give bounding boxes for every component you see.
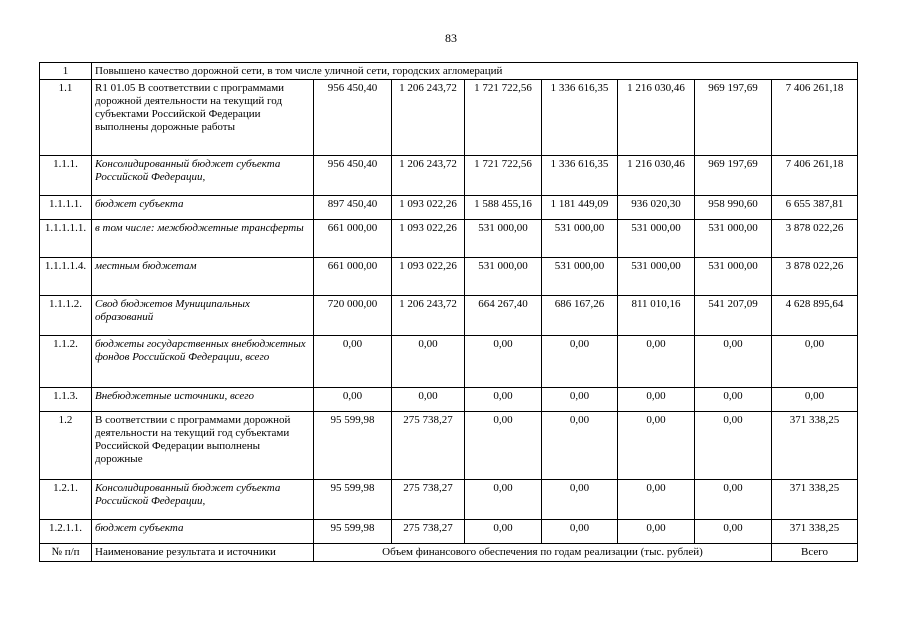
year-value-cell: 1 093 022,26 <box>392 220 465 258</box>
year-value-cell: 541 207,09 <box>695 296 772 336</box>
year-value-cell: 531 000,00 <box>542 258 618 296</box>
total-cell: 4 628 895,64 <box>772 296 858 336</box>
row-number: 1.1.1.1. <box>40 196 92 220</box>
column-header-years: Объем финансового обеспечения по годам реализации (тыс. рублей) <box>314 544 772 562</box>
year-value-cell: 0,00 <box>618 520 695 544</box>
row-name: местным бюджетам <box>92 258 314 296</box>
total-cell: 7 406 261,18 <box>772 80 858 156</box>
year-value-cell: 0,00 <box>465 480 542 520</box>
table-row <box>40 336 858 388</box>
column-legend-row <box>40 544 858 562</box>
total-cell: 371 338,25 <box>772 480 858 520</box>
total-cell: 0,00 <box>772 388 858 412</box>
year-value-cell: 0,00 <box>695 412 772 480</box>
year-value-cell: 811 010,16 <box>618 296 695 336</box>
table-row <box>40 480 858 520</box>
year-value-cell: 531 000,00 <box>618 258 695 296</box>
year-value-cell: 0,00 <box>695 480 772 520</box>
year-value-cell: 1 588 455,16 <box>465 196 542 220</box>
row-number: 1.1.1. <box>40 156 92 196</box>
financing-table <box>39 62 858 562</box>
year-value-cell: 956 450,40 <box>314 156 392 196</box>
year-value-cell: 897 450,40 <box>314 196 392 220</box>
year-value-cell: 0,00 <box>695 520 772 544</box>
table-row <box>40 156 858 196</box>
year-value-cell: 1 216 030,46 <box>618 80 695 156</box>
year-value-cell: 0,00 <box>695 336 772 388</box>
year-value-cell: 1 721 722,56 <box>465 80 542 156</box>
page-number: 83 <box>445 31 457 45</box>
year-value-cell: 0,00 <box>465 336 542 388</box>
row-name: бюджеты государственных внебюджетных фондов Российской Федерации, всего <box>92 336 314 388</box>
table-row <box>40 388 858 412</box>
year-value-cell: 275 738,27 <box>392 412 465 480</box>
row-number: 1.2.1. <box>40 480 92 520</box>
year-value-cell: 0,00 <box>465 388 542 412</box>
year-value-cell: 0,00 <box>542 388 618 412</box>
year-value-cell: 1 206 243,72 <box>392 80 465 156</box>
year-value-cell: 0,00 <box>542 336 618 388</box>
year-value-cell: 0,00 <box>392 336 465 388</box>
year-value-cell: 0,00 <box>542 480 618 520</box>
year-value-cell: 969 197,69 <box>695 80 772 156</box>
year-value-cell: 531 000,00 <box>465 220 542 258</box>
row-name: R1 01.05 В соответствии с программами дорожной деятельности на текущий год субъектами Российской Федерации выполнены дорожные работы <box>92 80 314 156</box>
row-name: бюджет субъекта <box>92 196 314 220</box>
year-value-cell: 956 450,40 <box>314 80 392 156</box>
year-value-cell: 936 020,30 <box>618 196 695 220</box>
year-value-cell: 275 738,27 <box>392 520 465 544</box>
table-row <box>40 412 858 480</box>
year-value-cell: 664 267,40 <box>465 296 542 336</box>
year-value-cell: 1 336 616,35 <box>542 80 618 156</box>
total-cell: 3 878 022,26 <box>772 258 858 296</box>
year-value-cell: 0,00 <box>695 388 772 412</box>
year-value-cell: 958 990,60 <box>695 196 772 220</box>
year-value-cell: 531 000,00 <box>542 220 618 258</box>
year-value-cell: 0,00 <box>314 388 392 412</box>
year-value-cell: 0,00 <box>542 412 618 480</box>
row-name: Консолидированный бюджет субъекта Российской Федерации, <box>92 156 314 196</box>
year-value-cell: 1 181 449,09 <box>542 196 618 220</box>
year-value-cell: 1 216 030,46 <box>618 156 695 196</box>
year-value-cell: 1 206 243,72 <box>392 156 465 196</box>
year-value-cell: 531 000,00 <box>695 258 772 296</box>
section-number: 1 <box>40 63 92 80</box>
year-value-cell: 0,00 <box>618 388 695 412</box>
total-cell: 371 338,25 <box>772 520 858 544</box>
year-value-cell: 661 000,00 <box>314 258 392 296</box>
total-cell: 3 878 022,26 <box>772 220 858 258</box>
year-value-cell: 661 000,00 <box>314 220 392 258</box>
table-row <box>40 220 858 258</box>
row-number: 1.1.2. <box>40 336 92 388</box>
row-number: 1.1.1.2. <box>40 296 92 336</box>
year-value-cell: 275 738,27 <box>392 480 465 520</box>
total-cell: 7 406 261,18 <box>772 156 858 196</box>
row-name: в том числе: межбюджетные трансферты <box>92 220 314 258</box>
table-row <box>40 258 858 296</box>
year-value-cell: 531 000,00 <box>695 220 772 258</box>
year-value-cell: 1 336 616,35 <box>542 156 618 196</box>
section-title: Повышено качество дорожной сети, в том числе уличной сети, городских агломераций <box>92 63 858 80</box>
year-value-cell: 531 000,00 <box>465 258 542 296</box>
table-row <box>40 520 858 544</box>
table-row <box>40 196 858 220</box>
year-value-cell: 0,00 <box>542 520 618 544</box>
year-value-cell: 95 599,98 <box>314 412 392 480</box>
table-row <box>40 80 858 156</box>
year-value-cell: 0,00 <box>465 520 542 544</box>
row-name: Внебюджетные источники, всего <box>92 388 314 412</box>
year-value-cell: 969 197,69 <box>695 156 772 196</box>
table-row <box>40 296 858 336</box>
year-value-cell: 720 000,00 <box>314 296 392 336</box>
year-value-cell: 0,00 <box>618 480 695 520</box>
year-value-cell: 1 093 022,26 <box>392 258 465 296</box>
row-name: В соответствии с программами дорожной деятельности на текущий год субъектами Российской Федерации выполнены дорожные <box>92 412 314 480</box>
column-header-name: Наименование результата и источники <box>92 544 314 562</box>
row-name: бюджет субъекта <box>92 520 314 544</box>
year-value-cell: 95 599,98 <box>314 480 392 520</box>
year-value-cell: 0,00 <box>618 336 695 388</box>
row-name: Консолидированный бюджет субъекта Российской Федерации, <box>92 480 314 520</box>
year-value-cell: 0,00 <box>465 412 542 480</box>
total-cell: 0,00 <box>772 336 858 388</box>
year-value-cell: 686 167,26 <box>542 296 618 336</box>
row-number: 1.2.1.1. <box>40 520 92 544</box>
row-number: 1.1.3. <box>40 388 92 412</box>
total-cell: 371 338,25 <box>772 412 858 480</box>
column-header-number: № п/п <box>40 544 92 562</box>
year-value-cell: 531 000,00 <box>618 220 695 258</box>
row-name: Свод бюджетов Муниципальных образований <box>92 296 314 336</box>
year-value-cell: 0,00 <box>314 336 392 388</box>
year-value-cell: 1 206 243,72 <box>392 296 465 336</box>
total-cell: 6 655 387,81 <box>772 196 858 220</box>
section-row <box>40 63 858 80</box>
year-value-cell: 95 599,98 <box>314 520 392 544</box>
table-body <box>40 63 858 562</box>
row-number: 1.1 <box>40 80 92 156</box>
year-value-cell: 1 721 722,56 <box>465 156 542 196</box>
row-number: 1.1.1.1.4. <box>40 258 92 296</box>
row-number: 1.1.1.1.1. <box>40 220 92 258</box>
year-value-cell: 1 093 022,26 <box>392 196 465 220</box>
year-value-cell: 0,00 <box>618 412 695 480</box>
year-value-cell: 0,00 <box>392 388 465 412</box>
column-header-total: Всего <box>772 544 858 562</box>
row-number: 1.2 <box>40 412 92 480</box>
